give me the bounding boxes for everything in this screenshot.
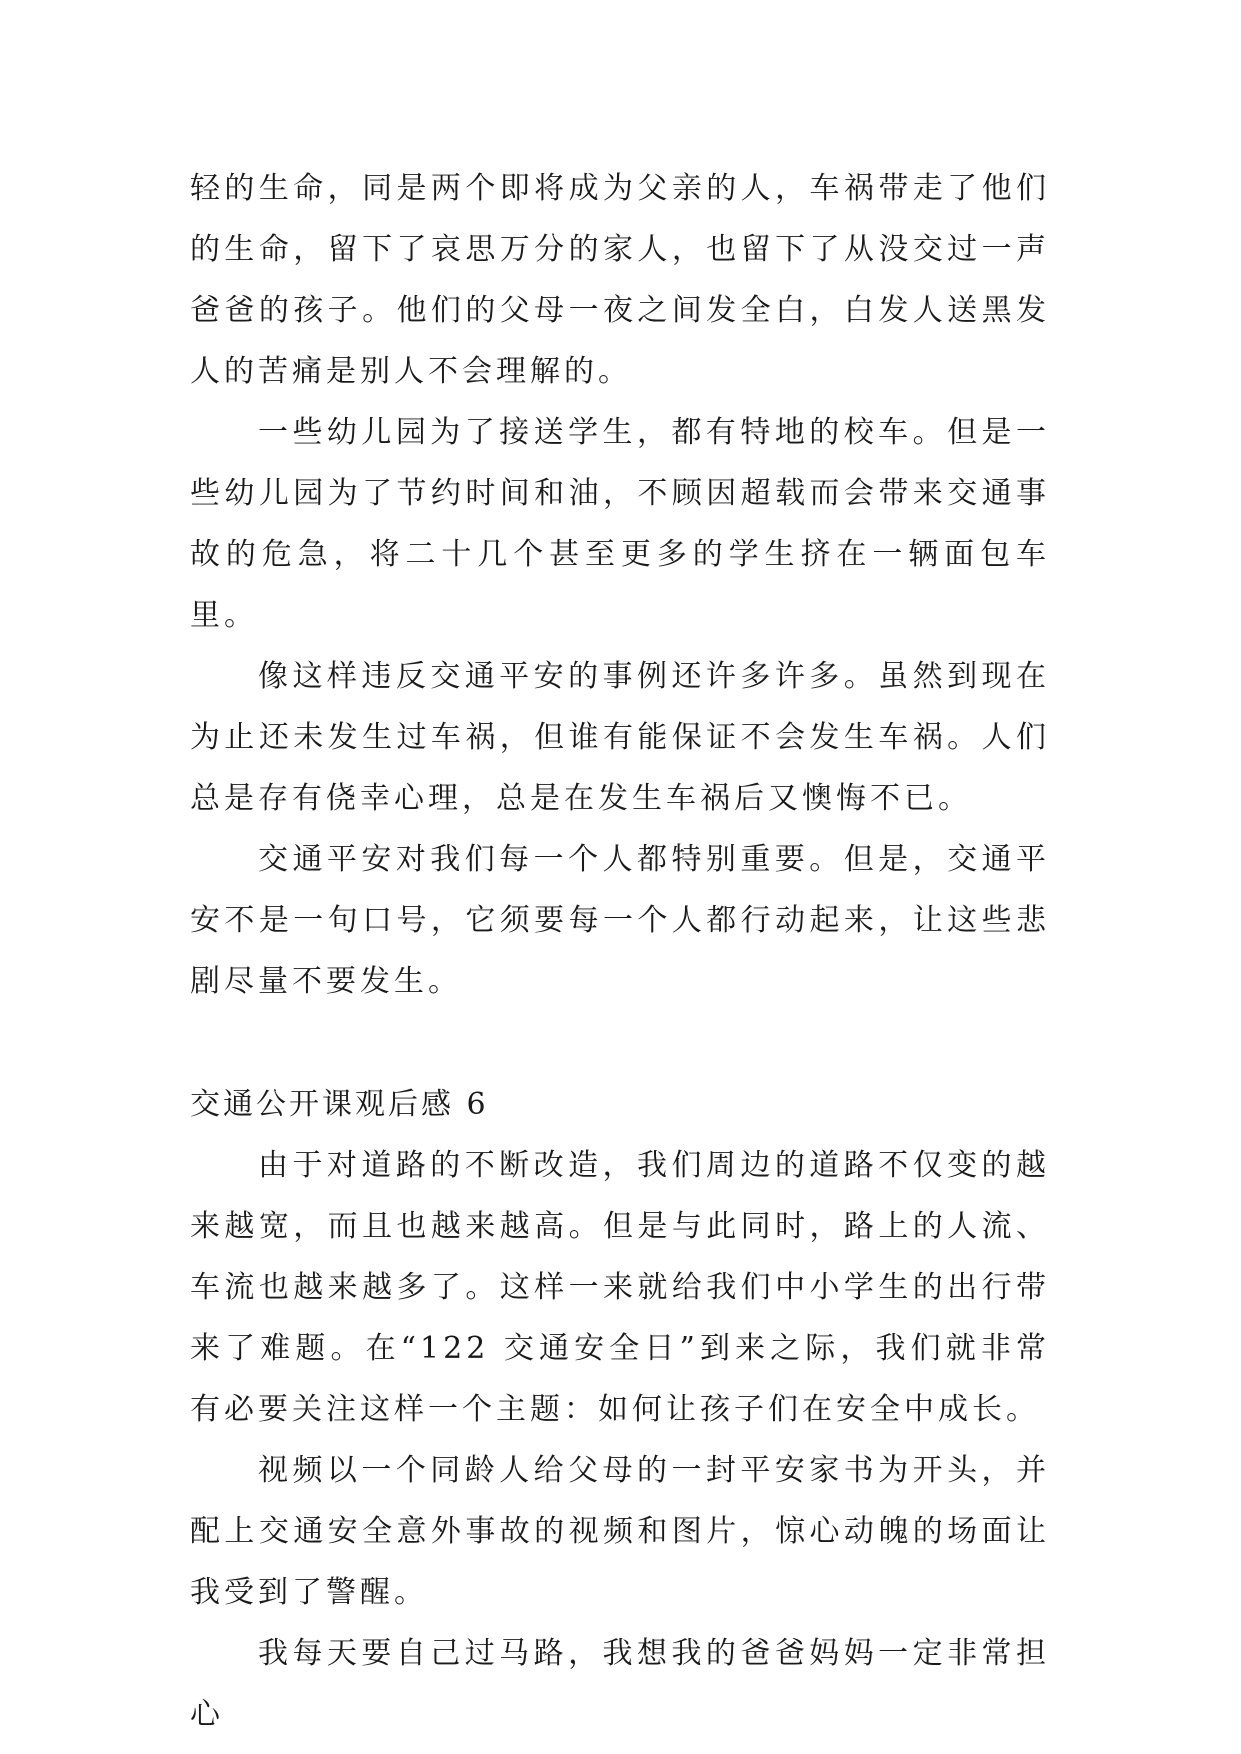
paragraph-continued: 轻的生命，同是两个即将成为父亲的人，车祸带走了他们的生命，留下了哀思万分的家人，也留下了从没交过一声爸爸的孩子。他们的父母一夜之间发全白，白发人送黑发人的苦痛是别人不会理解的。	[190, 171, 1050, 389]
document-body	[190, 158, 1050, 1745]
paragraph: 像这样违反交通平安的事例还许多许多。虽然到现在为止还未发生过车祸，但谁有能保证不会发生车祸。人们总是存有侥幸心理，总是在发生车祸后又懊悔不已。	[190, 659, 1050, 816]
paragraph-truncated: 我每天要自己过马路，我想我的爸爸妈妈一定非常担心	[190, 1636, 1050, 1732]
paragraph: 视频以一个同龄人给父母的一封平安家书为开头，并配上交通安全意外事故的视频和图片，惊心动魄的场面让我受到了警醒。	[190, 1453, 1050, 1610]
section-spacer	[190, 1012, 1050, 1074]
section-heading: 交通公开课观后感 6	[190, 1087, 489, 1122]
paragraph: 由于对道路的不断改造，我们周边的道路不仅变的越来越宽，而且也越来越高。但是与此同时，路上的人流、车流也越来越多了。这样一来就给我们中小学生的出行带来了难题。在“122 交通安全日”到来之际，我们就非常有必要关注这样一个主题：如何让孩子们在安全中成长。	[190, 1148, 1050, 1427]
paragraph: 一些幼儿园为了接送学生，都有特地的校车。但是一些幼儿园为了节约时间和油，不顾因超载而会带来交通事故的危急，将二十几个甚至更多的学生挤在一辆面包车里。	[190, 415, 1050, 633]
paragraph: 交通平安对我们每一个人都特别重要。但是，交通平安不是一句口号，它须要每一个人都行动起来，让这些悲剧尽量不要发生。	[190, 842, 1050, 999]
